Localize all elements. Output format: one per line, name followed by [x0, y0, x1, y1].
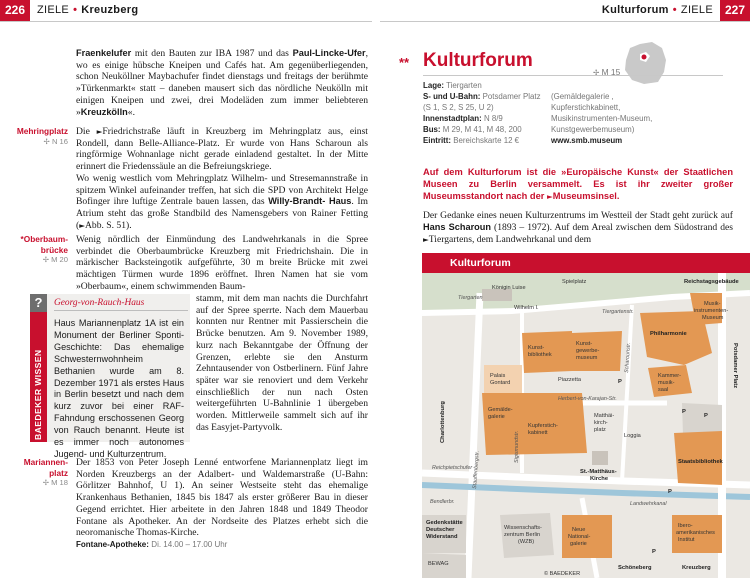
map-label-matthaeikirchplatz: kirch- [594, 420, 608, 426]
text-run: (1893 – 1972). Auf dem Areal zwischen dem Südostrand des [491, 221, 733, 233]
left-page-header [0, 0, 372, 22]
map-label-kammermusiksaal: musik- [658, 380, 675, 386]
map-label-wzb: Wissenschafts- [504, 525, 542, 531]
oberbaum-margin-label [4, 234, 68, 266]
map-ref-text: M 15 [601, 67, 621, 77]
map-label-gedenkstaette: Deutscher [426, 527, 455, 533]
map-label-gedenkstaette: Gedenkstätte [426, 520, 463, 526]
map-marker-icon: ✢ [593, 68, 600, 77]
info-key: S- und U-Bahn: [423, 92, 481, 102]
map-label-bendlerbruecke: Bendlerbr. [430, 499, 455, 505]
map-label-kunstbibliothek: bibliothek [528, 352, 552, 358]
info-key: Bus: [423, 125, 441, 135]
map-label-wzb: (WZB) [518, 539, 535, 545]
info-value: N 8/9 [483, 114, 503, 124]
bold-term: Willy-Brandt- Haus [268, 196, 352, 207]
margin-label-text: Mehringplatz [16, 126, 68, 136]
museum-item: Kunstgewerbemuseum) [551, 125, 635, 135]
page-title: Kulturforum [423, 50, 533, 71]
map-label-landwehrkanal: Landwehrkanal [630, 501, 667, 507]
map-label-neue-nationalgalerie: National- [568, 534, 591, 540]
map-label-musik: Museum [702, 315, 724, 321]
info-key: Eintritt: [423, 136, 452, 146]
margin-label-text: platz [49, 467, 68, 478]
parking-icon: P [652, 549, 656, 555]
map-label-gemaeldegalerie: galerie [488, 414, 505, 420]
map-label-musik: instrumenten- [694, 308, 729, 314]
text-run: Friedrichstraße läuft in Kreuzberg im Mehringplatz aus, einst Rondell, dann Belle-Alliance-Platz. Er wurde von Hans Scharoun als ringförmige Wohnanlage nicht gerade einladend gestaltet. In der Mitte erinnert die Friedenssäule an die Befreiungskriege. [76, 126, 368, 173]
parking-icon: P [618, 379, 622, 385]
st-matthaeus-kirche-building [592, 451, 608, 465]
map-label-charlottenburg: Charlottenburg [440, 401, 446, 443]
map-label-neue-nationalgalerie: Neue [572, 527, 586, 533]
text-run: Museumsinsel. [552, 190, 620, 201]
map-marker-icon: ✢ [42, 478, 49, 487]
question-mark-icon: ? [30, 294, 47, 312]
museum-item: Kupferstichkabinett, [551, 103, 621, 113]
oberbaum-paragraph-full: Wenig nördlich der Einmündung des Landwehrkanals in die Spree verbindet die Oberbaumbrücke Kreuzberg mit Friedrichshain. Die in märkischer Backsteingotik aufgeführte, 30 m breite Brücke mit zwei mächtigen Türmen wurde 1896 eröffnet. Ihren Namen hat sie vom »Oberbaum«, einem schwimmenden Baum- [76, 234, 368, 292]
map-label-gedenkstaette: Widerstand [426, 534, 458, 540]
museum-list [551, 91, 652, 146]
map-label-kunstgewerbe: museum [576, 355, 598, 361]
map-label-loggia: Loggia [624, 433, 641, 439]
map-ref [4, 255, 68, 266]
right-header-section: ZIELE [680, 4, 713, 16]
text-run: Wo wenig westlich vom Mehringplatz Wilhelm- und Stresemannstraße in spitzem Winkel aufeinander treffen, hat sich die SPD von Architekt Helge Bofinger ihre luftige Zentrale bauen lassen, das [76, 172, 368, 208]
bold-term: Hans Scharoun [423, 221, 492, 232]
map-label-reichpietschufer: Reichpietschufer [432, 465, 473, 471]
mehringplatz-paragraph [76, 126, 368, 231]
margin-label-text: brücke [40, 244, 68, 255]
map-label-ibero: Institut [678, 537, 695, 543]
left-header-topic: Kreuzberg [81, 4, 139, 16]
text-run: Auf dem Kulturforum ist die [423, 167, 562, 177]
map-label-staatsbibliothek: Staatsbibliothek [678, 459, 723, 465]
info-key: Innenstadtplan: [423, 114, 482, 124]
right-page-header [380, 0, 750, 22]
website-link[interactable]: www.smb.museum [551, 136, 623, 146]
map-copyright: © BAEDEKER [544, 571, 581, 577]
map-ref-text: N 16 [51, 136, 68, 146]
text-run: , wo es einige hübsche Kneipen und Cafés hat. Am gegenüberliegenden, schon Neuköllner Maybachufer findet dienstags und freitags der berühmte »Türkenmarkt« statt – daneben mausert sich das nördliche Neukölln mit einigen Kneipen und zwei, drei Modeläden zum immer beliebteren » [76, 48, 368, 118]
text-run: Der 1853 von Peter Joseph Lenné entworfene Mariannenplatz liegt im Norden Kreuzbergs an der Adalbert- und Waldemarstraße (U-Bahn: Görlitzer Bahnhof, U 1). An seiner Westseite steht das ehemalige Krankenhaus Bethanien, 1845 bis 1847 als erster größerer Bau in dieser Gegend errichtet. Hier arbeitete in den Jahren 1848 und 1849 Theodor Fontane als Apotheker. An der Nordseite des Platzes erhebt sich die neoromanische Thomas-Kirche. [76, 457, 368, 539]
text-run: Europäische Kunst« der Staatlichen Museen zu Berlin versammelt. Es ist ihr zweiter großer Museumsstandort nach der [423, 167, 734, 201]
fraenkelufer-paragraph [76, 48, 368, 118]
text-run: . Im Atrium steht das große Standbild des Namensgebers von Rainer Fetting ( [76, 196, 368, 231]
map-ref [4, 478, 68, 489]
fontane-hours: Di. 14.00 – 17.00 Uhr [151, 539, 228, 549]
text-run: Die [76, 126, 97, 137]
parking-icon: P [668, 489, 672, 495]
info-value: M 29, M 41, M 48, 200 [442, 125, 522, 135]
map-label-bewag: BEWAG [428, 561, 449, 567]
map-label-kunstgewerbe: gewerbe- [576, 348, 600, 354]
map-label-gemaeldegalerie: Gemälde- [488, 407, 513, 413]
left-page-number: 226 [0, 0, 30, 21]
map-label-st-matthaeus: Kirche [590, 476, 609, 482]
text-run: mit den Bauten zur IBA 1987 und das [131, 48, 293, 59]
map-label-kunstbibliothek: Kunst- [528, 345, 545, 351]
map-ref-text: M 20 [51, 255, 68, 264]
map-label-palais-gontard: Gontard [490, 380, 511, 386]
map-label-sigismundstr: Sigismundstr. [514, 430, 520, 463]
berlin-locator-map-icon [622, 40, 668, 86]
map-label-wilhelm: Wilhelm I. [514, 305, 539, 311]
map-label-kammermusiksaal: Kammer- [658, 373, 681, 379]
map-label-scharounstr: Scharounstr. [624, 342, 633, 374]
map-label-musik: Musik- [704, 301, 721, 307]
cross-reference-arrow-icon: ► [423, 234, 429, 244]
map-label-matthaeikirchplatz: platz [594, 427, 606, 433]
info-value: Potsdamer Platz [482, 92, 541, 102]
info-row [423, 124, 541, 135]
info-row [423, 135, 541, 146]
map-label-kammermusiksaal: saal [658, 387, 669, 393]
title-divider [423, 75, 723, 76]
text-run: «. [127, 106, 135, 118]
intro-paragraph [423, 167, 733, 203]
bold-term: Fraenkelufer [76, 48, 132, 58]
baedeker-wissen-label: BAEDEKER WISSEN [33, 349, 43, 440]
text-run: Tiergartens, dem Landwehrkanal und dem [428, 233, 592, 245]
bold-term: Kreuzkölln [80, 106, 128, 117]
info-key: Lage: [423, 81, 445, 90]
mehringplatz-margin-label [4, 126, 68, 147]
map-label-ibero: amerikanisches [676, 530, 715, 536]
parking-icon: P [682, 409, 686, 415]
info-row [423, 102, 541, 113]
map-label-palais-gontard: Palais [490, 373, 506, 379]
cross-reference-arrow-icon: ► [96, 127, 103, 136]
map-label-kupferstichkabinett: kabinett [528, 430, 548, 436]
info-box-text: Haus Mariannenplatz 1A ist ein Monument der Berliner Sponti-Geschichte: Das ehemalige Schwesternwohnheim Bethanien wurde am 8. Dezember 1971 als erstes Haus in Berlin besetzt und nach dem kurz zuvor bei einer RAF-Fahndung erschossenen Georg von Rauch benannt. Heute ist es immer noch autonomes Jugend- und Kulturzentrum. [54, 318, 184, 459]
text-run: Der Gedanke eines neuen Kulturzentrums im Westteil der Stadt geht zurück auf [423, 210, 733, 221]
map-label-philharmonie: Philharmonie [650, 331, 687, 337]
info-value: (S 1, S 2, S 25, U 2) [423, 103, 494, 113]
map-label-matthaeikirchplatz: Matthäi- [594, 413, 615, 419]
body-paragraph [423, 210, 733, 245]
info-value: Tiergarten [446, 81, 482, 90]
left-header-section: ZIELE [37, 4, 70, 16]
oberbaum-paragraph-narrow: stamm, mit dem man nachts die Durchfahrt auf der Spree sperrte. Nach dem Mauerbau konnten nur Rentner mit Passierschein die Brücke benutzen. Am 9. November 1989, kurz nach Bekanntgabe der Öffnung der Grenzen, erlebte sie den Ansturm Zehntausender von Ostberlinern. Fünf Jahre später war sie renoviert und dem Verkehr einschließlich der nun nach Osten weitergeführten U-Bahnlinie 1 übergeben worden. Mittlerweile sammelt sich auf ihr das Easyjet-Partyvolk. [196, 293, 368, 433]
map-label-ibero: Ibero- [678, 523, 693, 529]
museum-item: (Gemäldegalerie , [551, 92, 614, 101]
map-label-piazzetta: Piazzetta [558, 377, 582, 383]
margin-label-text: *Oberbaum- [20, 234, 68, 244]
right-page-number: 227 [720, 0, 750, 21]
left-header-text [37, 4, 138, 16]
map-ref-text: M 18 [51, 478, 68, 487]
map-label-herbert-von-karajan-str: Herbert-von-Karajan-Str. [558, 396, 617, 402]
info-value: Bereichskarte 12 € [453, 136, 520, 146]
map-label-reichstag: Reichstagsgebäude [684, 279, 739, 285]
margin-label-text: Mariannen- [23, 457, 68, 467]
map-label-kunstgewerbe: Kunst- [576, 341, 593, 347]
info-row [423, 91, 541, 102]
map-label-stauffenbergstr: Stauffenbergstr. [472, 450, 481, 490]
info-row [423, 80, 541, 91]
right-header-topic: Kulturforum [601, 4, 669, 16]
fontane-label: Fontane-Apotheke: [76, 539, 149, 549]
map-label-wzb: zentrum Berlin [504, 532, 541, 538]
bold-term: Paul-Lincke-Ufer [292, 48, 366, 58]
info-row [423, 113, 541, 124]
map-label-kreuzberg: Kreuzberg [682, 565, 711, 571]
map-label-tiergartenstr: Tiergartenstr. [602, 309, 634, 315]
map-label-potsdamer-platz: Potsdamer Platz [732, 343, 738, 389]
map-title-bar: Kulturforum [422, 253, 750, 273]
museum-item: Musikinstrumenten-Museum, [551, 114, 653, 124]
rating-stars: ** [399, 55, 410, 70]
map-label-schoeneberg: Schöneberg [618, 565, 652, 571]
cross-reference-arrow-icon: ► [79, 220, 85, 230]
map-label-koenigin-luise: Königin Luise [492, 285, 526, 291]
map-label-st-matthaeus: St.-Matthäus- [580, 469, 617, 475]
map-ref [4, 137, 68, 148]
parking-icon: P [704, 413, 708, 419]
map-marker-icon: ✢ [43, 136, 50, 146]
header-dot-icon: • [73, 4, 78, 16]
kulturforum-map [422, 253, 750, 578]
info-list [423, 80, 541, 147]
info-box-title: Georg-von-Rauch-Haus [54, 298, 188, 311]
text-run: Abb. S. 51). [84, 219, 132, 231]
cross-reference-arrow-icon: ► [546, 191, 553, 201]
header-dot-icon: • [672, 4, 677, 16]
palais-gontard-building [484, 365, 522, 393]
map-label-tiergarten: Tiergarten [458, 295, 483, 301]
mariannenplatz-paragraph [76, 457, 368, 551]
right-header-text [602, 4, 713, 16]
map-label-kupferstichkabinett: Kupferstich- [528, 423, 558, 429]
map-label-spielplatz: Spielplatz [562, 279, 587, 285]
text-run: » [561, 167, 567, 177]
map-marker-icon: ✢ [42, 255, 49, 264]
map-label-neue-nationalgalerie: galerie [570, 541, 587, 547]
staatsbibliothek-building [674, 431, 722, 485]
mariannenplatz-margin-label [4, 457, 68, 489]
